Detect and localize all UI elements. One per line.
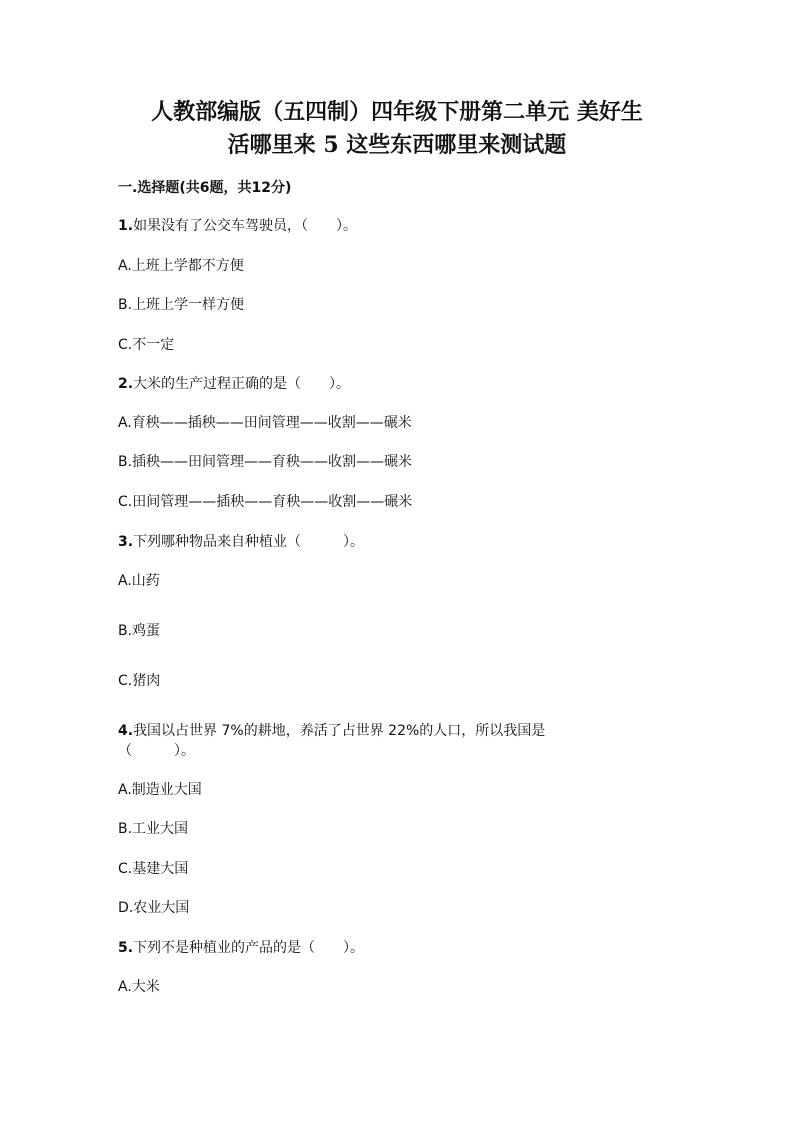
- question-2-option-a: A.育秧——插秧——田间管理——收割——碾米: [118, 415, 412, 431]
- question-1-option-c: C.不一定: [118, 337, 175, 353]
- question-5: [118, 938, 364, 958]
- question-3-option-a: A.山药: [118, 573, 160, 589]
- section-heading: 一.选择题(共6题，共12分): [118, 180, 292, 196]
- question-1-option-b: B.上班上学一样方便: [118, 297, 245, 313]
- question-4-continuation: （ ）。: [118, 743, 195, 759]
- page-title-line-1: 人教部编版（五四制）四年级下册第二单元 美好生: [151, 99, 643, 125]
- page-title-line-2: 活哪里来 5 这些东西哪里来测试题: [227, 132, 567, 158]
- question-3-option-c: C.猪肉: [118, 673, 161, 689]
- question-number: 4.: [118, 723, 134, 739]
- question-text: 我国以占世界 7%的耕地，养活了占世界 22%的人口，所以我国是: [133, 723, 546, 739]
- question-number: 3.: [118, 534, 134, 550]
- question-text: 大米的生产过程正确的是（ ）。: [133, 376, 351, 392]
- question-number: 1.: [118, 218, 134, 234]
- question-3: [118, 532, 364, 552]
- question-4-option-a: A.制造业大国: [118, 782, 202, 798]
- question-text: 如果没有了公交车驾驶员，（ ）。: [133, 218, 358, 234]
- question-2-option-b: B.插秧——田间管理——育秧——收割——碾米: [118, 454, 413, 470]
- question-number: 2.: [118, 376, 134, 392]
- question-1-option-a: A.上班上学都不方便: [118, 258, 244, 274]
- question-4-option-d: D.农业大国: [118, 900, 190, 916]
- question-number: 5.: [118, 940, 134, 956]
- question-4: [118, 721, 545, 741]
- question-2: [118, 374, 350, 394]
- question-text: 下列不是种植业的产品的是（ ）。: [133, 940, 365, 956]
- question-4-option-c: C.基建大国: [118, 861, 189, 877]
- question-3-option-b: B.鸡蛋: [118, 623, 161, 639]
- question-text: 下列哪种物品来自种植业（ ）。: [133, 534, 365, 550]
- question-1: [118, 216, 357, 236]
- question-4-option-b: B.工业大国: [118, 821, 189, 837]
- question-2-option-c: C.田间管理——插秧——育秧——收割——碾米: [118, 494, 413, 510]
- question-5-option-a: A.大米: [118, 979, 160, 995]
